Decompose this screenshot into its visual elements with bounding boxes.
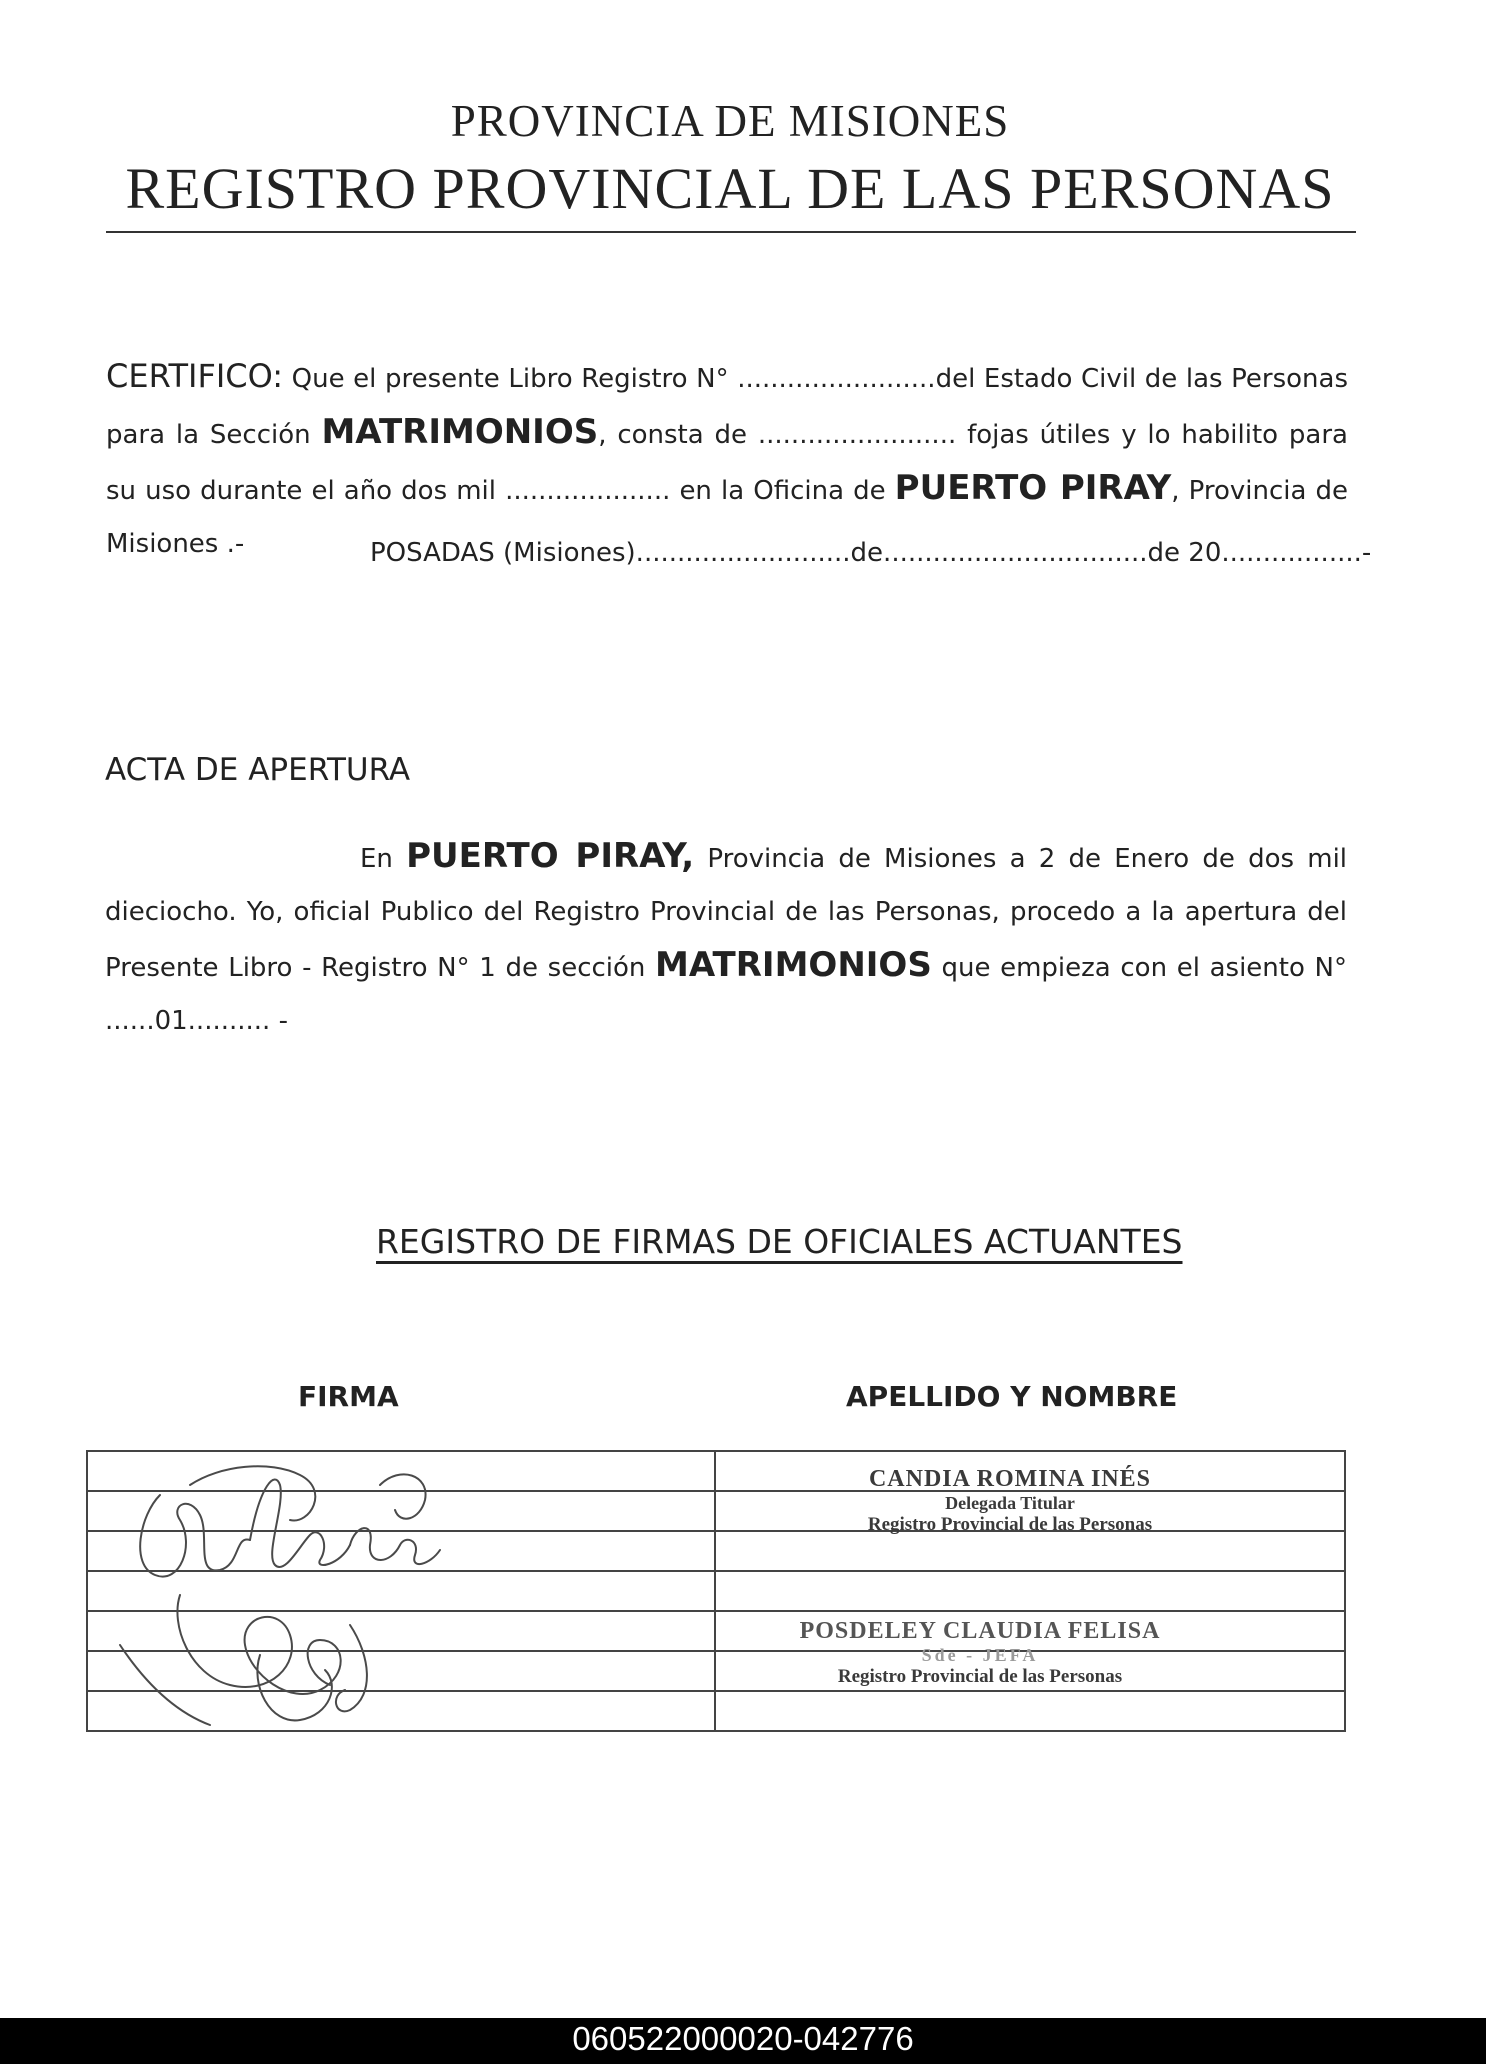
acta-seccion: MATRIMONIOS bbox=[655, 945, 932, 985]
handwritten-signature bbox=[100, 1425, 480, 1745]
certifico-paragraph: CERTIFICO: Que el presente Libro Registro N° ........................del Estado Civil de las Personas para la Sección MATRIMONIOS, consta de ........................ fojas útiles y lo habilito para su uso durante el año dos mil .................... en la Oficina de PUERTO PIRAY, Provincia de Misiones .- bbox=[106, 357, 1348, 559]
firmas-title: REGISTRO DE FIRMAS DE OFICIALES ACTUANTES bbox=[376, 1222, 1183, 1261]
acta-title: ACTA DE APERTURA bbox=[105, 752, 411, 788]
acta-lugar: PUERTO PIRAY, bbox=[406, 836, 695, 876]
stamp-name: POSDELEY CLAUDIA FELISA bbox=[799, 1618, 1161, 1644]
official-stamp-1 bbox=[720, 1466, 1300, 1536]
registry-title: REGISTRO PROVINCIAL DE LAS PERSONAS bbox=[125, 156, 1335, 221]
stamp-org: Registro Provincial de las Personas bbox=[837, 1666, 1123, 1687]
libro-number-blank: ........................ bbox=[737, 364, 936, 394]
document-code: 060522000020-042776 bbox=[572, 2020, 914, 2057]
stamp-role: Delegada Titular bbox=[945, 1493, 1075, 1513]
official-stamp-2 bbox=[780, 1618, 1180, 1688]
col-header-nombre: APELLIDO Y NOMBRE bbox=[846, 1380, 1178, 1413]
acta-paragraph: En PUERTO PIRAY, Provincia de Misiones a 2 de Enero de dos mil dieciocho. Yo, oficial Publico del Registro Provincial de las Personas, procedo a la apertura del Presente Libro - Registro N° 1 de sección MATRIMONIOS que empieza con el asiento N° ......01.......... - bbox=[105, 836, 1348, 1036]
col-header-firma: FIRMA bbox=[298, 1380, 399, 1413]
seccion-name: MATRIMONIOS bbox=[321, 412, 599, 452]
oficina-name: PUERTO PIRAY bbox=[894, 468, 1172, 508]
stamp-role: Sde - JEFA bbox=[921, 1645, 1039, 1665]
stamp-org: Registro Provincial de las Personas bbox=[867, 1514, 1153, 1535]
province-title: PROVINCIA DE MISIONES bbox=[450, 96, 1010, 146]
stamp-name: CANDIA ROMINA INÉS bbox=[868, 1466, 1152, 1492]
header-divider bbox=[106, 231, 1356, 233]
posadas-date-line: POSADAS (Misiones)..........................de................................de 20.................- bbox=[370, 538, 1372, 568]
certifico-lead: CERTIFICO: bbox=[106, 357, 284, 395]
year-blank: .................... bbox=[505, 476, 671, 506]
fojas-blank: ........................ bbox=[757, 420, 957, 450]
